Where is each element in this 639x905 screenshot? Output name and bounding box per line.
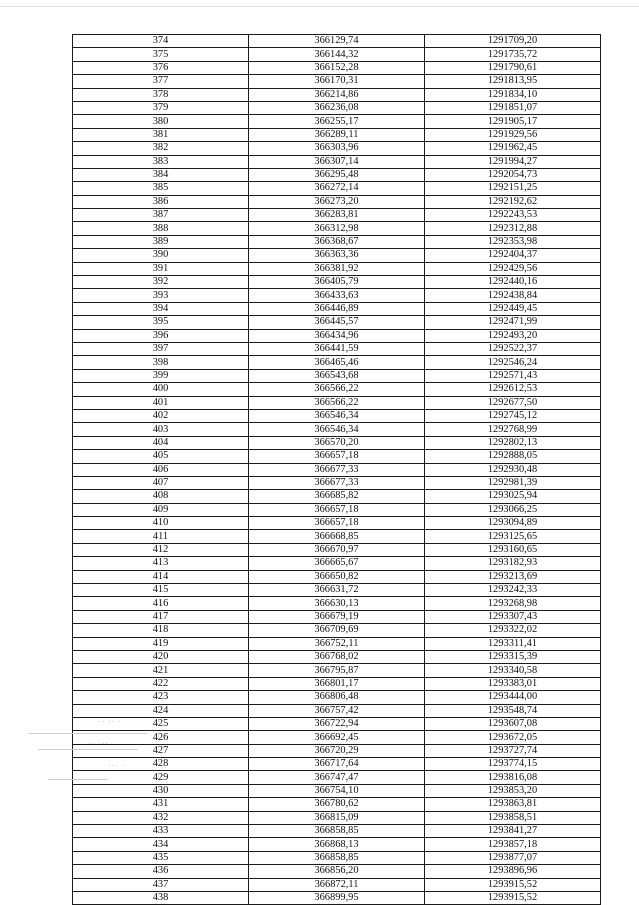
point-number-cell: 393 bbox=[73, 289, 249, 302]
table-row bbox=[73, 557, 601, 570]
x-coordinate-cell: 366441,59 bbox=[249, 342, 425, 355]
table-row bbox=[73, 771, 601, 784]
x-coordinate-cell: 366858,85 bbox=[249, 851, 425, 864]
point-number-cell: 402 bbox=[73, 409, 249, 422]
y-coordinate-cell: 1293125,65 bbox=[425, 530, 601, 543]
y-coordinate-cell: 1292151,25 bbox=[425, 182, 601, 195]
x-coordinate-cell: 366899,95 bbox=[249, 892, 425, 905]
point-number-cell: 424 bbox=[73, 704, 249, 717]
table-row bbox=[73, 289, 601, 302]
point-number-cell: 378 bbox=[73, 88, 249, 101]
y-coordinate-cell: 1293858,51 bbox=[425, 811, 601, 824]
point-number-cell: 416 bbox=[73, 597, 249, 610]
x-coordinate-cell: 366152,28 bbox=[249, 61, 425, 74]
y-coordinate-cell: 1293857,18 bbox=[425, 838, 601, 851]
y-coordinate-cell: 1293853,20 bbox=[425, 784, 601, 797]
point-number-cell: 423 bbox=[73, 691, 249, 704]
point-number-cell: 430 bbox=[73, 784, 249, 797]
y-coordinate-cell: 1293315,39 bbox=[425, 650, 601, 663]
table-row bbox=[73, 48, 601, 61]
x-coordinate-cell: 366570,20 bbox=[249, 436, 425, 449]
table-row bbox=[73, 276, 601, 289]
x-coordinate-cell: 366856,20 bbox=[249, 865, 425, 878]
x-coordinate-cell: 366692,45 bbox=[249, 731, 425, 744]
point-number-cell: 412 bbox=[73, 543, 249, 556]
y-coordinate-cell: 1293307,43 bbox=[425, 610, 601, 623]
y-coordinate-cell: 1293160,65 bbox=[425, 543, 601, 556]
x-coordinate-cell: 366665,67 bbox=[249, 557, 425, 570]
point-number-cell: 386 bbox=[73, 195, 249, 208]
x-coordinate-cell: 366295,48 bbox=[249, 168, 425, 181]
y-coordinate-cell: 1292981,39 bbox=[425, 476, 601, 489]
point-number-cell: 407 bbox=[73, 476, 249, 489]
y-coordinate-cell: 1292522,37 bbox=[425, 342, 601, 355]
x-coordinate-cell: 366273,20 bbox=[249, 195, 425, 208]
x-coordinate-cell: 366768,02 bbox=[249, 650, 425, 663]
y-coordinate-cell: 1292546,24 bbox=[425, 356, 601, 369]
y-coordinate-cell: 1293066,25 bbox=[425, 503, 601, 516]
y-coordinate-cell: 1293444,00 bbox=[425, 691, 601, 704]
y-coordinate-cell: 1292802,13 bbox=[425, 436, 601, 449]
y-coordinate-cell: 1291813,95 bbox=[425, 75, 601, 88]
x-coordinate-cell: 366709,69 bbox=[249, 624, 425, 637]
table-row bbox=[73, 597, 601, 610]
y-coordinate-cell: 1292571,43 bbox=[425, 369, 601, 382]
bleed-through-stamp: ·· ·· · ·· ··· ··· · bbox=[28, 716, 188, 806]
y-coordinate-cell: 1292192,62 bbox=[425, 195, 601, 208]
point-number-cell: 410 bbox=[73, 517, 249, 530]
x-coordinate-cell: 366722,94 bbox=[249, 717, 425, 730]
table-row bbox=[73, 409, 601, 422]
point-number-cell: 394 bbox=[73, 302, 249, 315]
table-row bbox=[73, 302, 601, 315]
x-coordinate-cell: 366657,18 bbox=[249, 503, 425, 516]
table-row bbox=[73, 195, 601, 208]
table-row bbox=[73, 168, 601, 181]
x-coordinate-cell: 366236,08 bbox=[249, 101, 425, 114]
x-coordinate-cell: 366806,48 bbox=[249, 691, 425, 704]
y-coordinate-cell: 1293182,93 bbox=[425, 557, 601, 570]
x-coordinate-cell: 366434,96 bbox=[249, 329, 425, 342]
point-number-cell: 395 bbox=[73, 316, 249, 329]
x-coordinate-cell: 366872,11 bbox=[249, 878, 425, 891]
table-row bbox=[73, 182, 601, 195]
x-coordinate-cell: 366289,11 bbox=[249, 128, 425, 141]
y-coordinate-cell: 1291994,27 bbox=[425, 155, 601, 168]
point-number-cell: 376 bbox=[73, 61, 249, 74]
table-row bbox=[73, 530, 601, 543]
y-coordinate-cell: 1291905,17 bbox=[425, 115, 601, 128]
point-number-cell: 435 bbox=[73, 851, 249, 864]
point-number-cell: 388 bbox=[73, 222, 249, 235]
x-coordinate-cell: 366566,22 bbox=[249, 396, 425, 409]
table-row bbox=[73, 155, 601, 168]
y-coordinate-cell: 1293213,69 bbox=[425, 570, 601, 583]
point-number-cell: 383 bbox=[73, 155, 249, 168]
table-row bbox=[73, 878, 601, 891]
y-coordinate-cell: 1292404,37 bbox=[425, 249, 601, 262]
point-number-cell: 390 bbox=[73, 249, 249, 262]
table-row bbox=[73, 503, 601, 516]
x-coordinate-cell: 366144,32 bbox=[249, 48, 425, 61]
point-number-cell: 406 bbox=[73, 463, 249, 476]
point-number-cell: 400 bbox=[73, 383, 249, 396]
table-row bbox=[73, 423, 601, 436]
x-coordinate-cell: 366303,96 bbox=[249, 142, 425, 155]
x-coordinate-cell: 366381,92 bbox=[249, 262, 425, 275]
table-row bbox=[73, 222, 601, 235]
table-row bbox=[73, 329, 601, 342]
point-number-cell: 411 bbox=[73, 530, 249, 543]
point-number-cell: 415 bbox=[73, 584, 249, 597]
x-coordinate-cell: 366283,81 bbox=[249, 209, 425, 222]
point-number-cell: 419 bbox=[73, 637, 249, 650]
x-coordinate-cell: 366858,85 bbox=[249, 825, 425, 838]
x-coordinate-cell: 366368,67 bbox=[249, 235, 425, 248]
table-row bbox=[73, 744, 601, 757]
x-coordinate-cell: 366868,13 bbox=[249, 838, 425, 851]
x-coordinate-cell: 366630,13 bbox=[249, 597, 425, 610]
x-coordinate-cell: 366129,74 bbox=[249, 35, 425, 48]
y-coordinate-cell: 1291929,56 bbox=[425, 128, 601, 141]
point-number-cell: 382 bbox=[73, 142, 249, 155]
y-coordinate-cell: 1293727,74 bbox=[425, 744, 601, 757]
point-number-cell: 413 bbox=[73, 557, 249, 570]
x-coordinate-cell: 366363,36 bbox=[249, 249, 425, 262]
point-number-cell: 398 bbox=[73, 356, 249, 369]
y-coordinate-cell: 1292312,88 bbox=[425, 222, 601, 235]
point-number-cell: 401 bbox=[73, 396, 249, 409]
x-coordinate-cell: 366272,14 bbox=[249, 182, 425, 195]
y-coordinate-cell: 1293548,74 bbox=[425, 704, 601, 717]
point-number-cell: 420 bbox=[73, 650, 249, 663]
y-coordinate-cell: 1292449,45 bbox=[425, 302, 601, 315]
y-coordinate-cell: 1292438,84 bbox=[425, 289, 601, 302]
table-row bbox=[73, 865, 601, 878]
table-row bbox=[73, 570, 601, 583]
y-coordinate-cell: 1292471,99 bbox=[425, 316, 601, 329]
y-coordinate-cell: 1293322,02 bbox=[425, 624, 601, 637]
y-coordinate-cell: 1292243,53 bbox=[425, 209, 601, 222]
x-coordinate-cell: 366650,82 bbox=[249, 570, 425, 583]
x-coordinate-cell: 366679,19 bbox=[249, 610, 425, 623]
table-row bbox=[73, 517, 601, 530]
x-coordinate-cell: 366657,18 bbox=[249, 517, 425, 530]
point-number-cell: 385 bbox=[73, 182, 249, 195]
point-number-cell: 433 bbox=[73, 825, 249, 838]
point-number-cell: 418 bbox=[73, 624, 249, 637]
x-coordinate-cell: 366631,72 bbox=[249, 584, 425, 597]
point-number-cell: 431 bbox=[73, 798, 249, 811]
y-coordinate-cell: 1293242,33 bbox=[425, 584, 601, 597]
table-row bbox=[73, 61, 601, 74]
x-coordinate-cell: 366255,17 bbox=[249, 115, 425, 128]
point-number-cell: 434 bbox=[73, 838, 249, 851]
y-coordinate-cell: 1293025,94 bbox=[425, 490, 601, 503]
x-coordinate-cell: 366433,63 bbox=[249, 289, 425, 302]
point-number-cell: 396 bbox=[73, 329, 249, 342]
point-number-cell: 399 bbox=[73, 369, 249, 382]
x-coordinate-cell: 366465,46 bbox=[249, 356, 425, 369]
y-coordinate-cell: 1293877,07 bbox=[425, 851, 601, 864]
point-number-cell: 438 bbox=[73, 892, 249, 905]
x-coordinate-cell: 366214,86 bbox=[249, 88, 425, 101]
point-number-cell: 391 bbox=[73, 262, 249, 275]
table-row bbox=[73, 463, 601, 476]
table-row bbox=[73, 543, 601, 556]
table-row bbox=[73, 142, 601, 155]
point-number-cell: 379 bbox=[73, 101, 249, 114]
x-coordinate-cell: 366720,29 bbox=[249, 744, 425, 757]
table-row bbox=[73, 356, 601, 369]
table-row bbox=[73, 691, 601, 704]
y-coordinate-cell: 1292353,98 bbox=[425, 235, 601, 248]
table-row bbox=[73, 101, 601, 114]
table-row bbox=[73, 664, 601, 677]
x-coordinate-cell: 366717,64 bbox=[249, 758, 425, 771]
y-coordinate-cell: 1291790,61 bbox=[425, 61, 601, 74]
y-coordinate-cell: 1293816,08 bbox=[425, 771, 601, 784]
table-row bbox=[73, 249, 601, 262]
point-number-cell: 408 bbox=[73, 490, 249, 503]
table-row bbox=[73, 88, 601, 101]
y-coordinate-cell: 1293915,52 bbox=[425, 878, 601, 891]
table-row bbox=[73, 209, 601, 222]
table-row bbox=[73, 798, 601, 811]
point-number-cell: 429 bbox=[73, 771, 249, 784]
y-coordinate-cell: 1293094,89 bbox=[425, 517, 601, 530]
y-coordinate-cell: 1293863,81 bbox=[425, 798, 601, 811]
point-number-cell: 384 bbox=[73, 168, 249, 181]
table-row bbox=[73, 396, 601, 409]
table-row bbox=[73, 851, 601, 864]
x-coordinate-cell: 366668,85 bbox=[249, 530, 425, 543]
top-edge-rule bbox=[0, 6, 639, 7]
y-coordinate-cell: 1292440,16 bbox=[425, 276, 601, 289]
x-coordinate-cell: 366815,09 bbox=[249, 811, 425, 824]
point-number-cell: 380 bbox=[73, 115, 249, 128]
table-row bbox=[73, 825, 601, 838]
table-row bbox=[73, 436, 601, 449]
x-coordinate-cell: 366757,42 bbox=[249, 704, 425, 717]
point-number-cell: 421 bbox=[73, 664, 249, 677]
point-number-cell: 409 bbox=[73, 503, 249, 516]
point-number-cell: 381 bbox=[73, 128, 249, 141]
table-row bbox=[73, 677, 601, 690]
y-coordinate-cell: 1293340,58 bbox=[425, 664, 601, 677]
table-row bbox=[73, 383, 601, 396]
x-coordinate-cell: 366677,33 bbox=[249, 476, 425, 489]
x-coordinate-cell: 366446,89 bbox=[249, 302, 425, 315]
x-coordinate-cell: 366685,82 bbox=[249, 490, 425, 503]
table-row bbox=[73, 450, 601, 463]
point-number-cell: 437 bbox=[73, 878, 249, 891]
point-number-cell: 426 bbox=[73, 731, 249, 744]
x-coordinate-cell: 366801,17 bbox=[249, 677, 425, 690]
y-coordinate-cell: 1292612,53 bbox=[425, 383, 601, 396]
point-number-cell: 405 bbox=[73, 450, 249, 463]
point-number-cell: 387 bbox=[73, 209, 249, 222]
y-coordinate-cell: 1292054,73 bbox=[425, 168, 601, 181]
point-number-cell: 436 bbox=[73, 865, 249, 878]
table-row bbox=[73, 717, 601, 730]
x-coordinate-cell: 366752,11 bbox=[249, 637, 425, 650]
point-number-cell: 403 bbox=[73, 423, 249, 436]
table-row bbox=[73, 650, 601, 663]
y-coordinate-cell: 1291851,07 bbox=[425, 101, 601, 114]
y-coordinate-cell: 1291962,45 bbox=[425, 142, 601, 155]
point-number-cell: 428 bbox=[73, 758, 249, 771]
x-coordinate-cell: 366307,14 bbox=[249, 155, 425, 168]
y-coordinate-cell: 1292768,99 bbox=[425, 423, 601, 436]
x-coordinate-cell: 366543,68 bbox=[249, 369, 425, 382]
point-number-cell: 377 bbox=[73, 75, 249, 88]
x-coordinate-cell: 366566,22 bbox=[249, 383, 425, 396]
table-row bbox=[73, 115, 601, 128]
table-row bbox=[73, 369, 601, 382]
table-row bbox=[73, 128, 601, 141]
table-row bbox=[73, 342, 601, 355]
table-row bbox=[73, 704, 601, 717]
y-coordinate-cell: 1293896,96 bbox=[425, 865, 601, 878]
y-coordinate-cell: 1291735,72 bbox=[425, 48, 601, 61]
table-row bbox=[73, 624, 601, 637]
table-row bbox=[73, 892, 601, 905]
y-coordinate-cell: 1292493,20 bbox=[425, 329, 601, 342]
coordinates-table bbox=[72, 34, 601, 905]
x-coordinate-cell: 366546,34 bbox=[249, 409, 425, 422]
x-coordinate-cell: 366795,87 bbox=[249, 664, 425, 677]
table-row bbox=[73, 637, 601, 650]
x-coordinate-cell: 366677,33 bbox=[249, 463, 425, 476]
y-coordinate-cell: 1292930,48 bbox=[425, 463, 601, 476]
y-coordinate-cell: 1291834,10 bbox=[425, 88, 601, 101]
y-coordinate-cell: 1293915,52 bbox=[425, 892, 601, 905]
table-row bbox=[73, 235, 601, 248]
point-number-cell: 427 bbox=[73, 744, 249, 757]
x-coordinate-cell: 366312,98 bbox=[249, 222, 425, 235]
table-row bbox=[73, 610, 601, 623]
table-row bbox=[73, 811, 601, 824]
coordinates-table-body bbox=[73, 35, 601, 905]
y-coordinate-cell: 1292888,05 bbox=[425, 450, 601, 463]
table-row bbox=[73, 35, 601, 48]
x-coordinate-cell: 366780,62 bbox=[249, 798, 425, 811]
point-number-cell: 425 bbox=[73, 717, 249, 730]
point-number-cell: 422 bbox=[73, 677, 249, 690]
table-row bbox=[73, 731, 601, 744]
y-coordinate-cell: 1293672,05 bbox=[425, 731, 601, 744]
point-number-cell: 432 bbox=[73, 811, 249, 824]
x-coordinate-cell: 366670,97 bbox=[249, 543, 425, 556]
point-number-cell: 414 bbox=[73, 570, 249, 583]
y-coordinate-cell: 1291709,20 bbox=[425, 35, 601, 48]
x-coordinate-cell: 366170,31 bbox=[249, 75, 425, 88]
x-coordinate-cell: 366747,47 bbox=[249, 771, 425, 784]
point-number-cell: 397 bbox=[73, 342, 249, 355]
table-row bbox=[73, 584, 601, 597]
point-number-cell: 375 bbox=[73, 48, 249, 61]
point-number-cell: 404 bbox=[73, 436, 249, 449]
point-number-cell: 374 bbox=[73, 35, 249, 48]
y-coordinate-cell: 1293607,08 bbox=[425, 717, 601, 730]
y-coordinate-cell: 1292429,56 bbox=[425, 262, 601, 275]
x-coordinate-cell: 366657,18 bbox=[249, 450, 425, 463]
table-row bbox=[73, 490, 601, 503]
point-number-cell: 392 bbox=[73, 276, 249, 289]
y-coordinate-cell: 1293774,15 bbox=[425, 758, 601, 771]
table-row bbox=[73, 838, 601, 851]
x-coordinate-cell: 366405,79 bbox=[249, 276, 425, 289]
x-coordinate-cell: 366754,10 bbox=[249, 784, 425, 797]
y-coordinate-cell: 1292745,12 bbox=[425, 409, 601, 422]
table-row bbox=[73, 784, 601, 797]
x-coordinate-cell: 366445,57 bbox=[249, 316, 425, 329]
table-row bbox=[73, 262, 601, 275]
y-coordinate-cell: 1293383,01 bbox=[425, 677, 601, 690]
x-coordinate-cell: 366546,34 bbox=[249, 423, 425, 436]
table-row bbox=[73, 316, 601, 329]
table-row bbox=[73, 75, 601, 88]
point-number-cell: 417 bbox=[73, 610, 249, 623]
point-number-cell: 389 bbox=[73, 235, 249, 248]
y-coordinate-cell: 1293841,27 bbox=[425, 825, 601, 838]
table-row bbox=[73, 758, 601, 771]
y-coordinate-cell: 1293268,98 bbox=[425, 597, 601, 610]
table-row bbox=[73, 476, 601, 489]
y-coordinate-cell: 1292677,50 bbox=[425, 396, 601, 409]
y-coordinate-cell: 1293311,41 bbox=[425, 637, 601, 650]
